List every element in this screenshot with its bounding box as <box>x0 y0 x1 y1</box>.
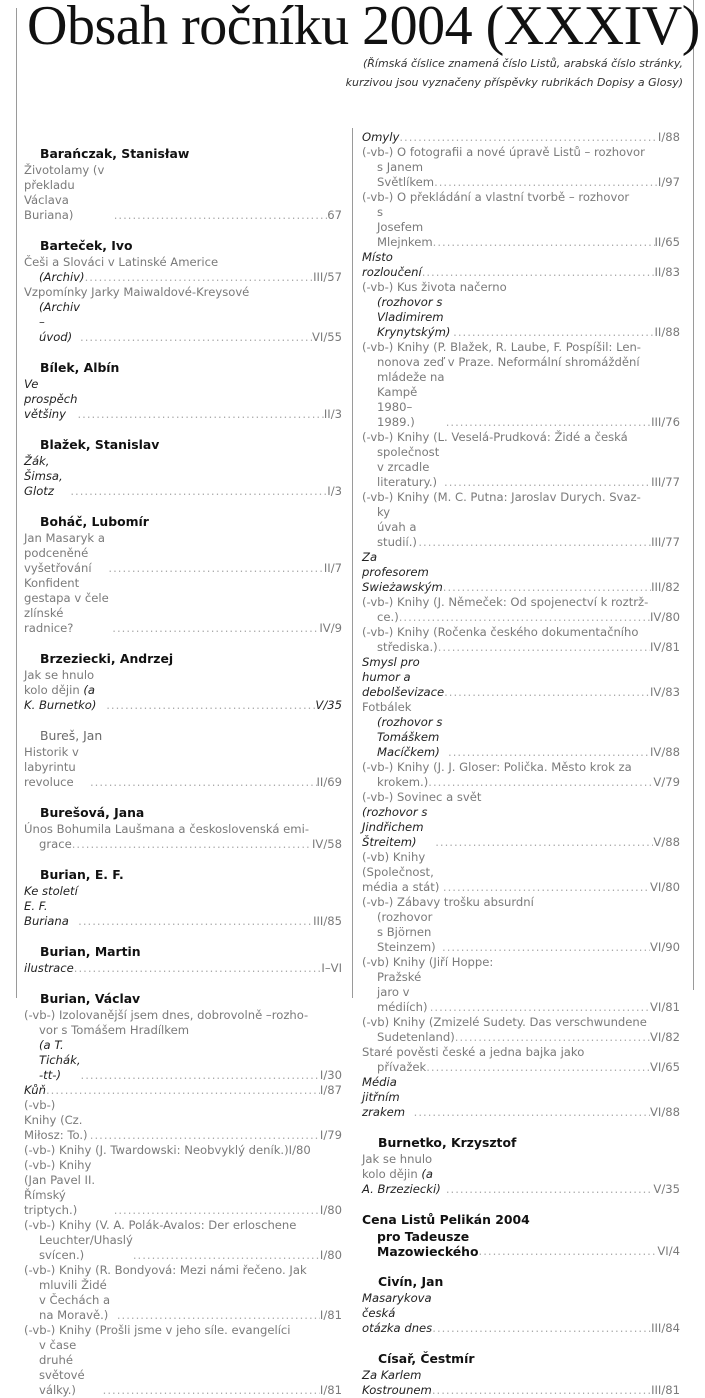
entry-title: (-vb) Knihy (Jiří Hoppe: <box>362 955 494 969</box>
entry-page: I/80 <box>319 1248 342 1262</box>
author-heading: Bureš, Jan <box>40 728 103 743</box>
toc-entry <box>362 445 680 490</box>
entry-title: ce.) <box>377 610 399 624</box>
toc-entry <box>362 505 680 550</box>
entry-page: VI/55 <box>311 330 342 344</box>
entry-title: Omyly <box>362 130 400 144</box>
entry-title: (-vb-) Knihy (L. Veselá-Prudková: Židé a česká <box>362 430 628 444</box>
entry-title-text: Jak se hnulo kolo dějin <box>362 1152 433 1181</box>
entry-page: IV/80 <box>649 610 680 624</box>
entry-title: Ve prospěch většiny <box>24 377 78 421</box>
entry-title: Vzpomínky Jarky Maiwaldové-Kreysové <box>24 285 250 299</box>
right-border <box>693 0 694 990</box>
entry-title: Leuchter/Uhaslý svícen.) <box>39 1233 133 1262</box>
entry-title: (-vb-) Knihy (J. Němeček: Od spojenectví k roztrž- <box>362 595 649 609</box>
entry-page: II/88 <box>654 325 680 339</box>
subtitle-line: kurzivou jsou vyznačeny příspěvky rubrikách Dopisy a Glosy) <box>345 76 683 89</box>
toc-entry <box>24 1158 342 1218</box>
entry-title: s Josefem Mlejnkem <box>377 205 433 249</box>
author-heading: Barteček, Ivo <box>40 238 133 253</box>
toc-entry <box>362 1291 680 1336</box>
entry-page: I/3 <box>327 484 342 498</box>
entry-title: přívažek <box>377 1060 427 1074</box>
toc-entry <box>362 370 680 430</box>
entry-page: I/81 <box>319 1383 342 1397</box>
award-heading: Cena Listů Pelikán 2004 <box>362 1212 530 1227</box>
entry-title: nonova zeď v Praze. Neformální shromáždění <box>377 355 640 369</box>
toc-entry <box>24 745 342 790</box>
toc-entry <box>362 610 680 625</box>
toc-entry <box>362 1060 680 1075</box>
entry-page: III/81 <box>651 1383 680 1397</box>
entry-title: (rozhovor s Jindřichem Štreitem) <box>362 805 428 849</box>
entry-title: (-vb-) Knihy (Ročenka českého dokumentačního <box>362 625 639 639</box>
entry-page: V/35 <box>653 1182 680 1196</box>
toc-entry <box>24 1338 342 1398</box>
entry-title: krokem.) <box>377 775 429 789</box>
entry-title: (-vb-) Knihy (J. J. Gloser: Polička. Město krok za <box>362 760 632 774</box>
toc-entry <box>362 550 680 595</box>
entry-title: (rozhovor s Björnen Steinzem) <box>377 910 436 954</box>
entry-title: Konfident gestapa v čele zlínské radnice? <box>24 576 109 635</box>
entry-title: Fotbálek <box>362 700 412 714</box>
entry-page: VI/65 <box>649 1060 680 1074</box>
entry-page: III/57 <box>313 270 342 284</box>
entry-page: II/69 <box>316 775 342 789</box>
entry-page: I/88 <box>657 130 680 144</box>
toc-entry <box>24 1278 342 1323</box>
entry-title: Ke století E. F. Buriana <box>24 884 78 928</box>
entry-page: I/87 <box>319 1083 342 1097</box>
entry-page: III/76 <box>651 415 680 429</box>
author-heading: Boháč, Lubomír <box>40 514 149 529</box>
left-column <box>24 145 342 1398</box>
entry-title: Masarykova česká otázka dnes <box>362 1291 433 1335</box>
entry-page: III/84 <box>651 1321 680 1335</box>
toc-entry <box>362 130 680 145</box>
toc-entry <box>362 1075 680 1120</box>
author-heading: Burian, Václav <box>40 991 141 1006</box>
entry-title: střediska.) <box>377 640 438 654</box>
entry-page: I/80 <box>288 1143 311 1157</box>
entry-page: III/77 <box>651 475 680 489</box>
entry-page: II/3 <box>323 407 342 421</box>
entry-title: (-vb-) Sovinec a svět <box>362 790 482 804</box>
toc-entry <box>24 531 342 576</box>
entry-title: v čase druhé světové války.) <box>39 1338 85 1397</box>
subtitle-line: (Římská číslice znamená číslo Listů, arabská číslo stránky, <box>362 57 683 70</box>
toc-entry <box>362 640 680 655</box>
entry-title: Pražské jaro v médiích) <box>377 970 428 1014</box>
entry-title: (-vb-) Knihy (M. C. Putna: Jaroslav Durych. Svaz- <box>362 490 641 504</box>
toc-entry <box>362 805 680 850</box>
entry-page: V/88 <box>653 835 680 849</box>
entry-page: VI/82 <box>649 1030 680 1044</box>
right-column <box>362 130 680 1398</box>
entry-page: V/79 <box>653 775 680 789</box>
toc-entry <box>362 1368 680 1398</box>
entry-title: (-vb-) Izolovanější jsem dnes, dobrovolně –rozho- <box>24 1008 309 1022</box>
entry-title: (rozhovor s Vladimirem Krynytským) <box>377 295 451 339</box>
entry-title: (-vb-) Kus života načerno <box>362 280 507 294</box>
author-heading: Burnetko, Krzysztof <box>378 1135 517 1150</box>
coauthor-note: (a A. Brzeziecki) <box>362 1167 441 1196</box>
entry-title: (-vb-) O fotografii a nové úpravě Listů – rozhovor <box>362 145 645 159</box>
toc-entry <box>362 205 680 250</box>
entry-title: (a T. Tichák, -tt-) <box>39 1038 81 1082</box>
entry-page: IV/58 <box>311 837 342 851</box>
author-heading: Burian, E. F. <box>40 867 124 882</box>
entry-page: III/82 <box>651 580 680 594</box>
author-heading: Císař, Čestmír <box>378 1351 475 1366</box>
entry-page: IV/9 <box>319 621 342 635</box>
entry-title <box>24 668 106 713</box>
entry-title: s Janem Světlíkem <box>377 160 435 189</box>
toc-entry <box>362 655 680 700</box>
toc-entry <box>362 910 680 955</box>
toc-entry <box>24 377 342 422</box>
toc-entry <box>24 837 342 852</box>
toc-entry <box>362 775 680 790</box>
entry-title: (-vb-) Zábavy trošku absurdní <box>362 895 534 909</box>
entry-page: IV/81 <box>649 640 680 654</box>
entry-title: (-vb) Knihy (Zmizelé Sudety. Das verschwundene <box>362 1015 647 1029</box>
entry-title: grace <box>39 837 72 851</box>
entry-page: VI/81 <box>649 1000 680 1014</box>
entry-page: I/97 <box>657 175 680 189</box>
entry-title: ky úvah a studií.) <box>377 505 417 549</box>
entry-page: IV/88 <box>649 745 680 759</box>
entry-page: II/7 <box>323 561 342 575</box>
entry-title: mluvili Židé v Čechách a na Moravě.) <box>39 1278 111 1322</box>
author-heading: Bílek, Albín <box>40 360 120 375</box>
toc-entry <box>24 576 342 636</box>
entry-title: vor s Tomášem Hradílkem <box>39 1023 190 1037</box>
entry-title: mládeže na Kampě 1980–1989.) <box>377 370 445 429</box>
entry-page: I/81 <box>319 1308 342 1322</box>
entry-page: VI/88 <box>649 1105 680 1119</box>
entry-title: (Archiv) <box>39 270 85 284</box>
author-heading: Civín, Jan <box>378 1274 444 1289</box>
toc-entry <box>24 1083 342 1098</box>
column-divider <box>352 128 353 998</box>
entry-title: (-vb-) Knihy (Cz. Miłosz: To.) <box>24 1098 88 1142</box>
entry-page: V/35 <box>315 698 342 712</box>
toc-entry <box>24 1038 342 1083</box>
entry-title: (-vb-) Knihy (Jan Pavel II. Římský triptych.) <box>24 1158 96 1217</box>
toc-entry <box>24 163 342 223</box>
toc-entry <box>362 715 680 760</box>
left-border <box>16 8 17 998</box>
entry-page: III/77 <box>651 535 680 549</box>
toc-entry <box>362 1229 680 1259</box>
toc-entry <box>362 250 680 280</box>
entry-title: Staré pověsti české a jedna bajka jako <box>362 1045 585 1059</box>
entry-title: Jan Masaryk a podceněné vyšetřování <box>24 531 105 575</box>
coauthor-note: (a K. Burnetko) <box>24 683 97 712</box>
entry-title: Češi a Slováci v Latinské Americe <box>24 255 219 269</box>
entry-title: Únos Bohumila Laušmana a československá emi- <box>24 822 310 836</box>
entry-page: 67 <box>327 208 342 222</box>
toc-entry <box>362 1030 680 1045</box>
entry-page: I/30 <box>319 1068 342 1082</box>
toc-entry <box>24 961 342 976</box>
entry-title: Média jitřním zrakem <box>362 1075 406 1119</box>
entry-title: (rozhovor s Tomáškem Macíčkem) <box>377 715 443 759</box>
author-heading: Barańczak, Stanisław <box>40 146 190 161</box>
entry-title: (-vb-) Knihy (R. Bondyová: Mezi námi řečeno. Jak <box>24 1263 307 1277</box>
author-heading: Brzeziecki, Andrzej <box>40 651 174 666</box>
entry-title: (-vb-) Knihy (Prošli jsme v jeho síle. evangelíci <box>24 1323 291 1337</box>
toc-entry <box>24 454 342 499</box>
entry-title: Životolamy (v překladu Václava Buriana) <box>24 163 105 222</box>
entry-title: Smysl pro humor a debolševizace <box>362 655 445 699</box>
entry-title: ilustrace <box>24 961 74 975</box>
author-heading: Blažek, Stanislav <box>40 437 160 452</box>
entry-title: společnost v zrcadle literatury.) <box>377 445 440 489</box>
entry-page: VI/80 <box>649 880 680 894</box>
toc-entry <box>24 884 342 929</box>
entry-page: VI/4 <box>657 1244 680 1258</box>
toc-entry <box>362 970 680 1015</box>
entry-title: (Archiv – úvod) <box>39 300 81 344</box>
entry-title-text: Jak se hnulo kolo dějin <box>24 668 95 697</box>
subtitle <box>346 54 683 92</box>
entry-title: pro Tadeusze Mazowieckého <box>377 1229 479 1259</box>
toc-entry <box>24 300 342 345</box>
entry-title: (-vb) Knihy (Společnost, média a stát) <box>362 850 440 894</box>
toc-entry <box>24 1233 342 1263</box>
entry-title: Za profesorem Swieżawským <box>362 550 443 594</box>
entry-page: II/83 <box>654 265 680 279</box>
author-heading: Burian, Martin <box>40 944 141 959</box>
entry-title: Místo rozloučení <box>362 250 422 279</box>
toc-entry <box>24 668 342 713</box>
entry-title: Historik v labyrintu revoluce <box>24 745 79 789</box>
toc-entry <box>24 1143 342 1158</box>
entry-page: I/80 <box>319 1203 342 1217</box>
entry-page: I/79 <box>319 1128 342 1142</box>
entry-page: I–VI <box>321 961 342 975</box>
entry-page: IV/83 <box>649 685 680 699</box>
entry-page: III/85 <box>313 914 342 928</box>
entry-page: VI/90 <box>649 940 680 954</box>
toc-entry <box>362 1152 680 1197</box>
toc-entry <box>362 850 680 895</box>
entry-title <box>362 1152 446 1197</box>
toc-entry <box>362 295 680 340</box>
toc-entry <box>24 1098 342 1143</box>
entry-title: Za Karlem Kostrounem <box>362 1368 432 1397</box>
author-heading: Burešová, Jana <box>40 805 145 820</box>
entry-title: Sudetenland) <box>377 1030 455 1044</box>
entry-title: (-vb-) Knihy (V. A. Polák-Avalos: Der erloschene <box>24 1218 297 1232</box>
entry-title: Kůň <box>24 1083 46 1097</box>
page-title: Obsah ročníku 2004 (XXXIV) <box>27 0 700 57</box>
toc-entry <box>362 160 680 190</box>
entry-title: (-vb-) Knihy (P. Blažek, R. Laube, F. Pospíšil: Len- <box>362 340 641 354</box>
entry-title: Žák, Šimsa, Glotz <box>24 454 63 498</box>
entry-title: (-vb-) O překládání a vlastní tvorbě – rozhovor <box>362 190 630 204</box>
entry-title: (-vb-) Knihy (J. Twardowski: Neobvyklý deník.) <box>24 1143 289 1157</box>
toc-entry <box>24 270 342 285</box>
entry-page: II/65 <box>654 235 680 249</box>
